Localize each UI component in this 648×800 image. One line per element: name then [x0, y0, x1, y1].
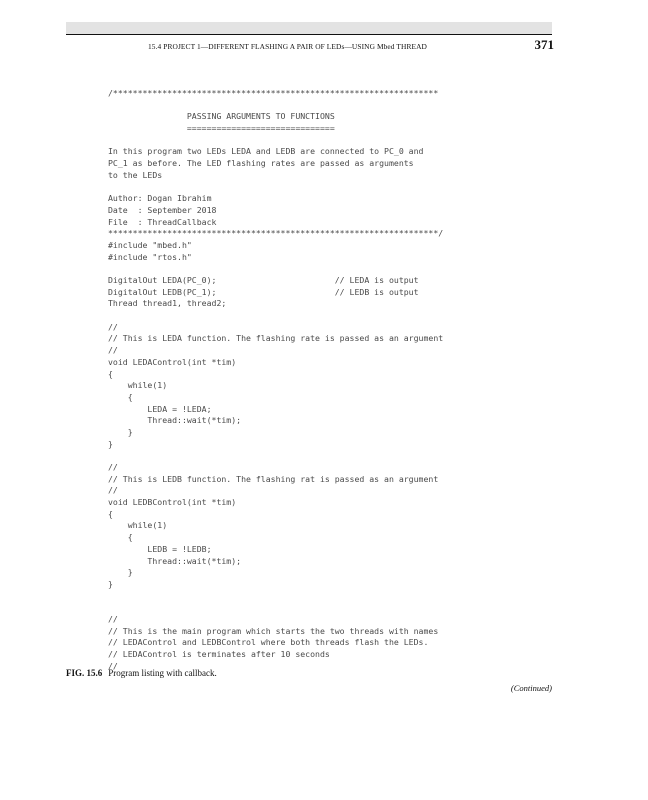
code-line: while(1): [108, 520, 168, 531]
code-line: while(1): [108, 380, 168, 391]
code-line: void LEDBControl(int *tim): [108, 497, 237, 508]
code-line: {: [108, 508, 113, 519]
code-line: Date : September 2018: [108, 204, 217, 215]
header-rule: [66, 34, 552, 35]
code-line: [108, 450, 443, 462]
code-line: //: [108, 345, 118, 356]
code-line: //: [108, 660, 118, 671]
code-line: In this program two LEDs LEDA and LEDB are connected to PC_0 and: [108, 146, 424, 157]
code-line: [108, 591, 443, 603]
code-line: {: [108, 532, 133, 543]
code-line: // This is LEDB function. The flashing rat is passed as an argument: [108, 473, 439, 484]
figure-label: FIG. 15.6: [66, 668, 103, 678]
code-line: [108, 310, 443, 322]
code-line: // This is the main program which starts the two threads with names: [108, 625, 439, 636]
code-line: // This is LEDA function. The flashing rate is passed as an argument: [108, 333, 444, 344]
code-line: //: [108, 462, 118, 472]
code-line: to the LEDs: [108, 169, 163, 180]
continued-note: (Continued): [510, 683, 552, 693]
code-line: #include "mbed.h": [108, 239, 192, 250]
code-line: Thread thread1, thread2;: [108, 298, 227, 309]
code-line: ==============================: [108, 123, 335, 134]
code-line: //: [108, 485, 118, 496]
code-line: *******************************************************************/: [108, 228, 444, 239]
code-line: [108, 182, 443, 194]
code-line: }: [108, 426, 133, 437]
code-line: File : ThreadCallback: [108, 216, 217, 227]
code-line: }: [108, 438, 113, 449]
figure-caption: [66, 668, 217, 678]
code-line: void LEDAControl(int *tim): [108, 356, 237, 367]
code-line: // LEDAControl and LEDBControl where both threads flash the LEDs.: [108, 637, 429, 648]
code-line: [108, 135, 443, 147]
figure-caption-text: Program listing with callback.: [108, 668, 217, 678]
code-line: DigitalOut LEDB(PC_1); // LEDB is output: [108, 286, 419, 297]
running-head: 15.4 PROJECT 1—DIFFERENT FLASHING A PAIR OF LEDs—USING Mbed THREAD: [148, 42, 427, 51]
code-line: //: [108, 321, 118, 332]
code-line: LEDA = !LEDA;: [108, 403, 212, 414]
code-line: PC_1 as before. The LED flashing rates are passed as arguments: [108, 158, 414, 169]
code-line: //: [108, 613, 118, 624]
code-line: }: [108, 567, 133, 578]
code-listing: [108, 88, 443, 672]
code-line: [108, 602, 443, 614]
code-line: {: [108, 368, 113, 379]
code-line: // LEDAControl is terminates after 10 seconds: [108, 649, 330, 659]
code-line: #include "rtos.h": [108, 251, 192, 262]
code-line: Author: Dogan Ibrahim: [108, 193, 212, 204]
code-line: Thread::wait(*tim);: [108, 555, 242, 566]
page-number: 371: [534, 37, 554, 52]
header-band: [66, 22, 552, 34]
code-line: }: [108, 578, 113, 589]
code-line: LEDB = !LEDB;: [108, 543, 212, 554]
code-line: PASSING ARGUMENTS TO FUNCTIONS: [108, 111, 335, 122]
code-line: /******************************************************************: [108, 88, 439, 98]
code-line: DigitalOut LEDA(PC_0); // LEDA is output: [108, 275, 419, 285]
code-line: [108, 100, 443, 112]
code-line: [108, 263, 443, 275]
code-line: {: [108, 391, 133, 402]
code-line: Thread::wait(*tim);: [108, 415, 242, 426]
